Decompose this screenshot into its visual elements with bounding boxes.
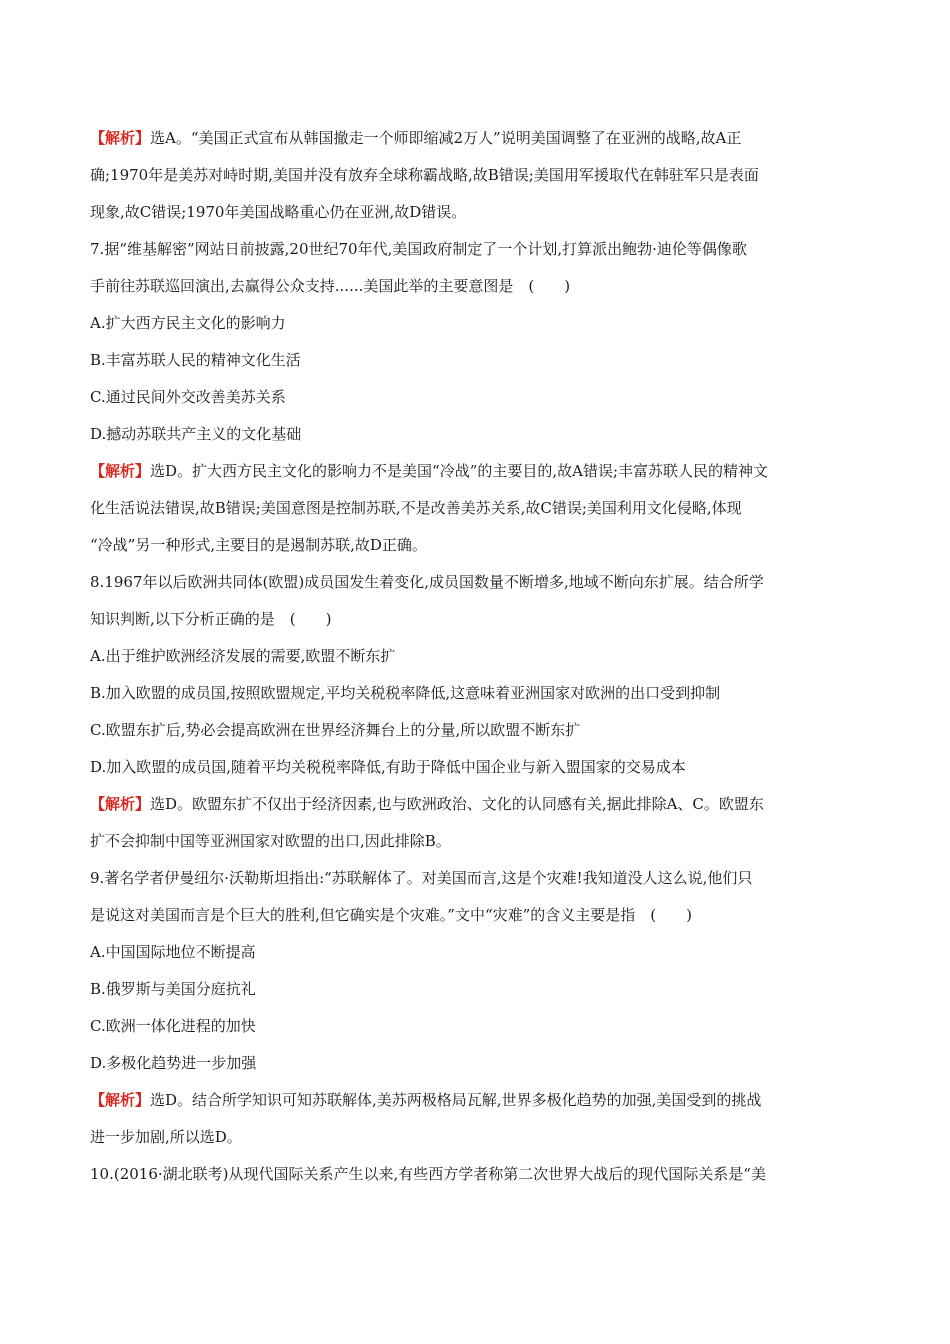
q9-option-a: A.中国国际地位不断提高 [90, 943, 256, 961]
analysis-tag: 【解析】 [90, 462, 151, 480]
q7-option-c: C.通过民间外交改善美苏关系 [90, 388, 286, 406]
q8-analysis-text: 选D。欧盟东扩不仅出于经济因素,也与欧洲政治、文化的认同感有关,据此排除A、C。欧盟东 [150, 795, 764, 813]
analysis-tag: 【解析】 [90, 1091, 151, 1109]
q9-analysis-line: 进一步加剧,所以选D。 [90, 1128, 242, 1146]
q7-option-a: A.扩大西方民主文化的影响力 [90, 314, 286, 332]
q6-analysis-line [90, 120, 862, 157]
q9-option-b: B.俄罗斯与美国分庭抗礼 [90, 980, 256, 998]
q6-analysis-line: 现象,故C错误;1970年美国战略重心仍在亚洲,故D错误。 [90, 203, 467, 221]
q9-analysis-line [90, 1082, 862, 1119]
q9-option-c: C.欧洲一体化进程的加快 [90, 1017, 256, 1035]
q7-analysis-line: 化生活说法错误,故B错误;美国意图是控制苏联,不是改善美苏关系,故C错误;美国利用文化侵略,体现 [90, 499, 742, 517]
q8-analysis-line: 扩不会抑制中国等亚洲国家对欧盟的出口,因此排除B。 [90, 832, 451, 850]
analysis-tag: 【解析】 [90, 129, 151, 147]
q9-option-d: D.多极化趋势进一步加强 [90, 1054, 257, 1072]
q7-analysis-text: 选D。扩大西方民主文化的影响力不是美国“冷战”的主要目的,故A错误;丰富苏联人民的精神文 [150, 462, 769, 480]
document-page [90, 120, 862, 1193]
q8-analysis-line [90, 786, 862, 823]
q9-stem-line: 是说这对美国而言是个巨大的胜利,但它确实是个灾难。”文中“灾难”的含义主要是指 ( ) [90, 906, 692, 924]
analysis-tag: 【解析】 [90, 795, 151, 813]
q7-stem-line: 手前往苏联巡回演出,去赢得公众支持......美国此举的主要意图是 ( ) [90, 277, 571, 295]
q8-option-a: A.出于维护欧洲经济发展的需要,欧盟不断东扩 [90, 647, 396, 665]
q6-analysis-text: 选A。“美国正式宣布从韩国撤走一个师即缩减2万人”说明美国调整了在亚洲的战略,故A正 [150, 129, 742, 147]
q7-analysis-line: “冷战”另一种形式,主要目的是遏制苏联,故D正确。 [90, 536, 427, 554]
q7-stem-line: 7.据“维基解密”网站日前披露,20世纪70年代,美国政府制定了一个计划,打算派出鲍勃·迪伦等偶像歌 [90, 240, 747, 258]
q9-stem-line: 9.著名学者伊曼纽尔·沃勒斯坦指出:“苏联解体了。对美国而言,这是个灾难!我知道没人这么说,他们只 [90, 869, 753, 887]
q8-stem-line: 8.1967年以后欧洲共同体(欧盟)成员国发生着变化,成员国数量不断增多,地域不断向东扩展。结合所学 [90, 573, 764, 591]
q8-option-b: B.加入欧盟的成员国,按照欧盟规定,平均关税税率降低,这意味着亚洲国家对欧洲的出口受到抑制 [90, 684, 721, 702]
q8-option-d: D.加入欧盟的成员国,随着平均关税税率降低,有助于降低中国企业与新入盟国家的交易成本 [90, 758, 686, 776]
q8-option-c: C.欧盟东扩后,势必会提高欧洲在世界经济舞台上的分量,所以欧盟不断东扩 [90, 721, 581, 739]
q6-analysis-line: 确;1970年是美苏对峙时期,美国并没有放弃全球称霸战略,故B错误;美国用军援取代在韩驻军只是表面 [90, 166, 759, 184]
q8-stem-line: 知识判断,以下分析正确的是 ( ) [90, 610, 332, 628]
q9-analysis-text: 选D。结合所学知识可知苏联解体,美苏两极格局瓦解,世界多极化趋势的加强,美国受到的挑战 [150, 1091, 762, 1109]
q7-option-d: D.撼动苏联共产主义的文化基础 [90, 425, 302, 443]
q10-stem-line: 10.(2016·湖北联考)从现代国际关系产生以来,有些西方学者称第二次世界大战后的现代国际关系是“美 [90, 1165, 766, 1183]
q7-analysis-line [90, 453, 862, 490]
q7-option-b: B.丰富苏联人民的精神文化生活 [90, 351, 301, 369]
